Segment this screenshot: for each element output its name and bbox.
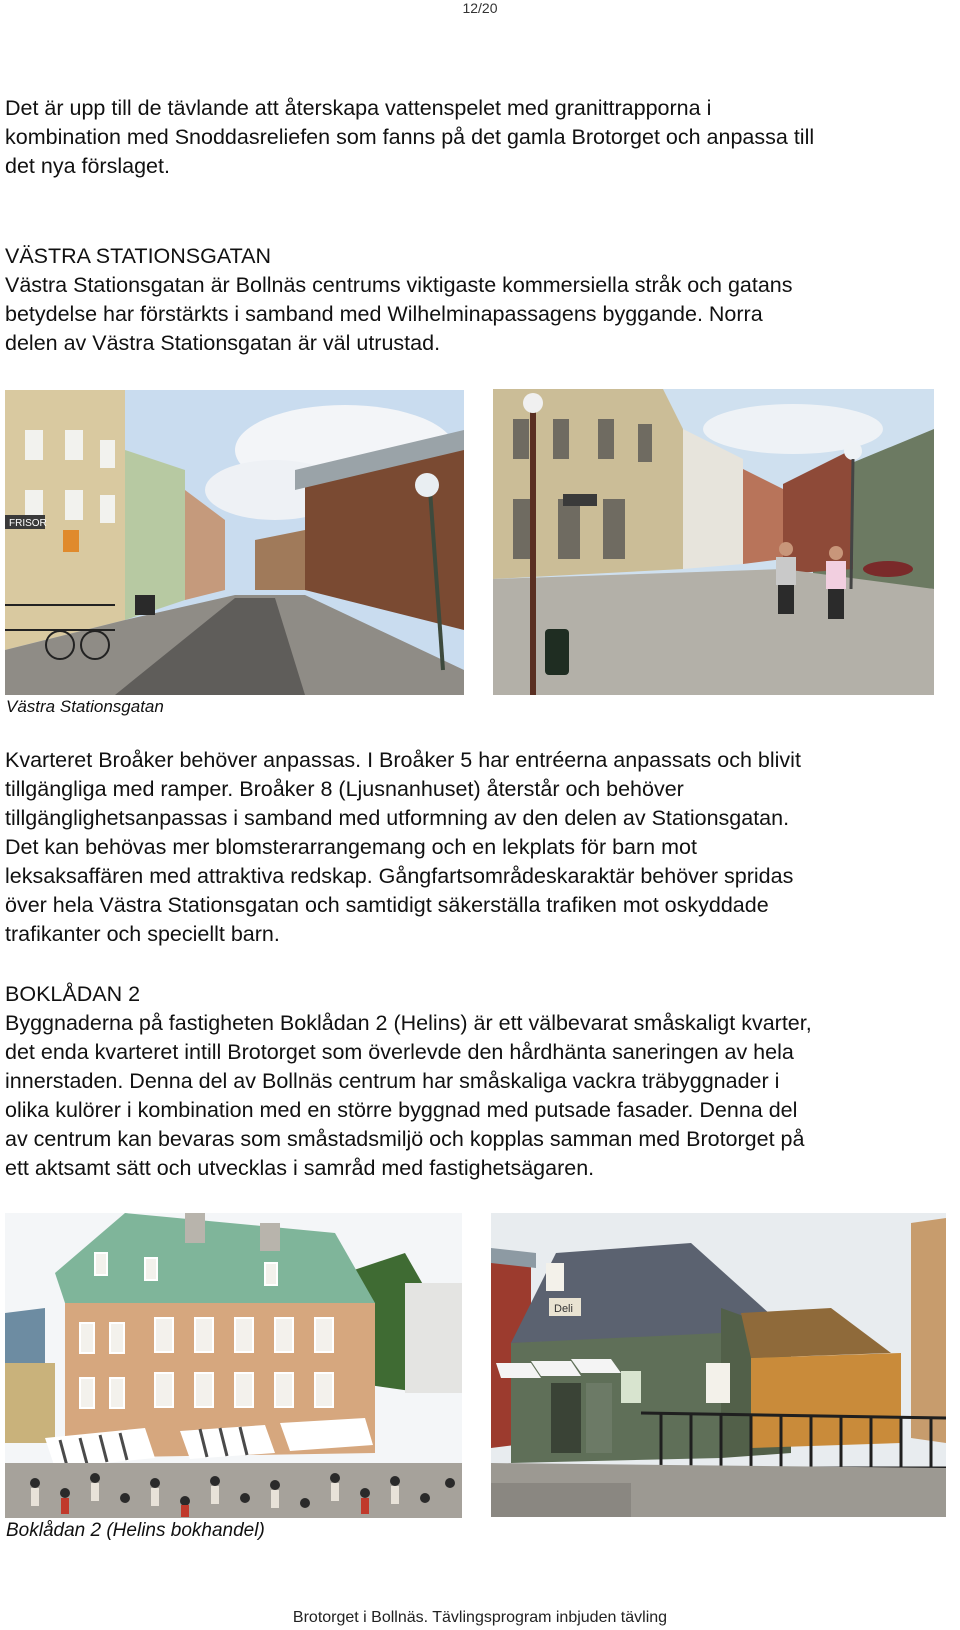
section-heading: VÄSTRA STATIONSGATAN bbox=[5, 244, 271, 268]
intro-paragraph bbox=[5, 94, 960, 181]
body-line: delen av Västra Stationsgatan är väl utrustad. bbox=[5, 331, 441, 355]
body-line: leksaksaffären med attraktiva redskap. Gångfartsområdeskaraktär behöver spridas bbox=[5, 864, 794, 888]
body-line: trafikanter och speciellt barn. bbox=[5, 922, 280, 946]
body-line: Västra Stationsgatan är Bollnäs centrums viktigaste kommersiella stråk och gatans bbox=[5, 273, 793, 297]
deli-sign: Deli bbox=[554, 1303, 573, 1315]
intro-line: det nya förslaget. bbox=[5, 154, 170, 178]
page-number: 12/20 bbox=[462, 0, 498, 16]
photo-caption: Boklådan 2 (Helins bokhandel) bbox=[6, 1520, 265, 1541]
photo-green-wooden-house bbox=[491, 1213, 946, 1517]
body-line: olika kulörer i kombination med en större byggnad med putsade fasader. Denna del bbox=[5, 1098, 798, 1122]
body-line: ett aktsamt sätt och utvecklas i samråd med fastighetsägaren. bbox=[5, 1156, 595, 1180]
section-bokladan bbox=[5, 980, 960, 1183]
body-line: tillgänglighetsanpassas i samband med utformning av den delen av Stationsgatan. bbox=[5, 806, 790, 830]
body-line: tillgängliga med ramper. Broåker 8 (Ljusnanhuset) återstår och behöver bbox=[5, 777, 684, 801]
photo-helins-building bbox=[5, 1213, 462, 1518]
body-line: av centrum kan bevaras som småstadsmiljö och kopplas samman med Brotorget på bbox=[5, 1127, 805, 1151]
photo-vastra-stationsgatan-right bbox=[493, 389, 934, 695]
body-line: betydelse har förstärkts i samband med Wilhelminapassagens byggande. Norra bbox=[5, 302, 763, 326]
frisor-sign: FRISOR bbox=[9, 518, 47, 529]
section-heading: BOKLÅDAN 2 bbox=[5, 982, 141, 1006]
intro-line: kombination med Snoddasreliefen som fanns på det gamla Brotorget och anpassa till bbox=[5, 125, 815, 149]
body-line: över hela Västra Stationsgatan och samtidigt säkerställa trafiken mot oskyddade bbox=[5, 893, 769, 917]
body-line: innerstaden. Denna del av Bollnäs centrum har småskaliga vackra träbyggnader i bbox=[5, 1069, 780, 1093]
photo-vastra-stationsgatan-left bbox=[5, 390, 464, 695]
body-line: Kvarteret Broåker behöver anpassas. I Broåker 5 har entréerna anpassats och blivit bbox=[5, 748, 801, 772]
intro-line: Det är upp till de tävlande att återskapa vattenspelet med granittrapporna i bbox=[5, 96, 712, 120]
section-broaker bbox=[5, 746, 960, 949]
body-line: Det kan behövas mer blomsterarrangemang och en lekplats för barn mot bbox=[5, 835, 697, 859]
body-line: Byggnaderna på fastigheten Boklådan 2 (Helins) är ett välbevarat småskaligt kvarter, bbox=[5, 1011, 812, 1035]
photo-caption: Västra Stationsgatan bbox=[6, 697, 164, 716]
body-line: det enda kvarteret intill Brotorget som överlevde den hårdhänta saneringen av hela bbox=[5, 1040, 794, 1064]
section-vastra-stationsgatan bbox=[5, 242, 960, 358]
page-footer: Brotorget i Bollnäs. Tävlingsprogram inbjuden tävling bbox=[292, 1609, 668, 1626]
